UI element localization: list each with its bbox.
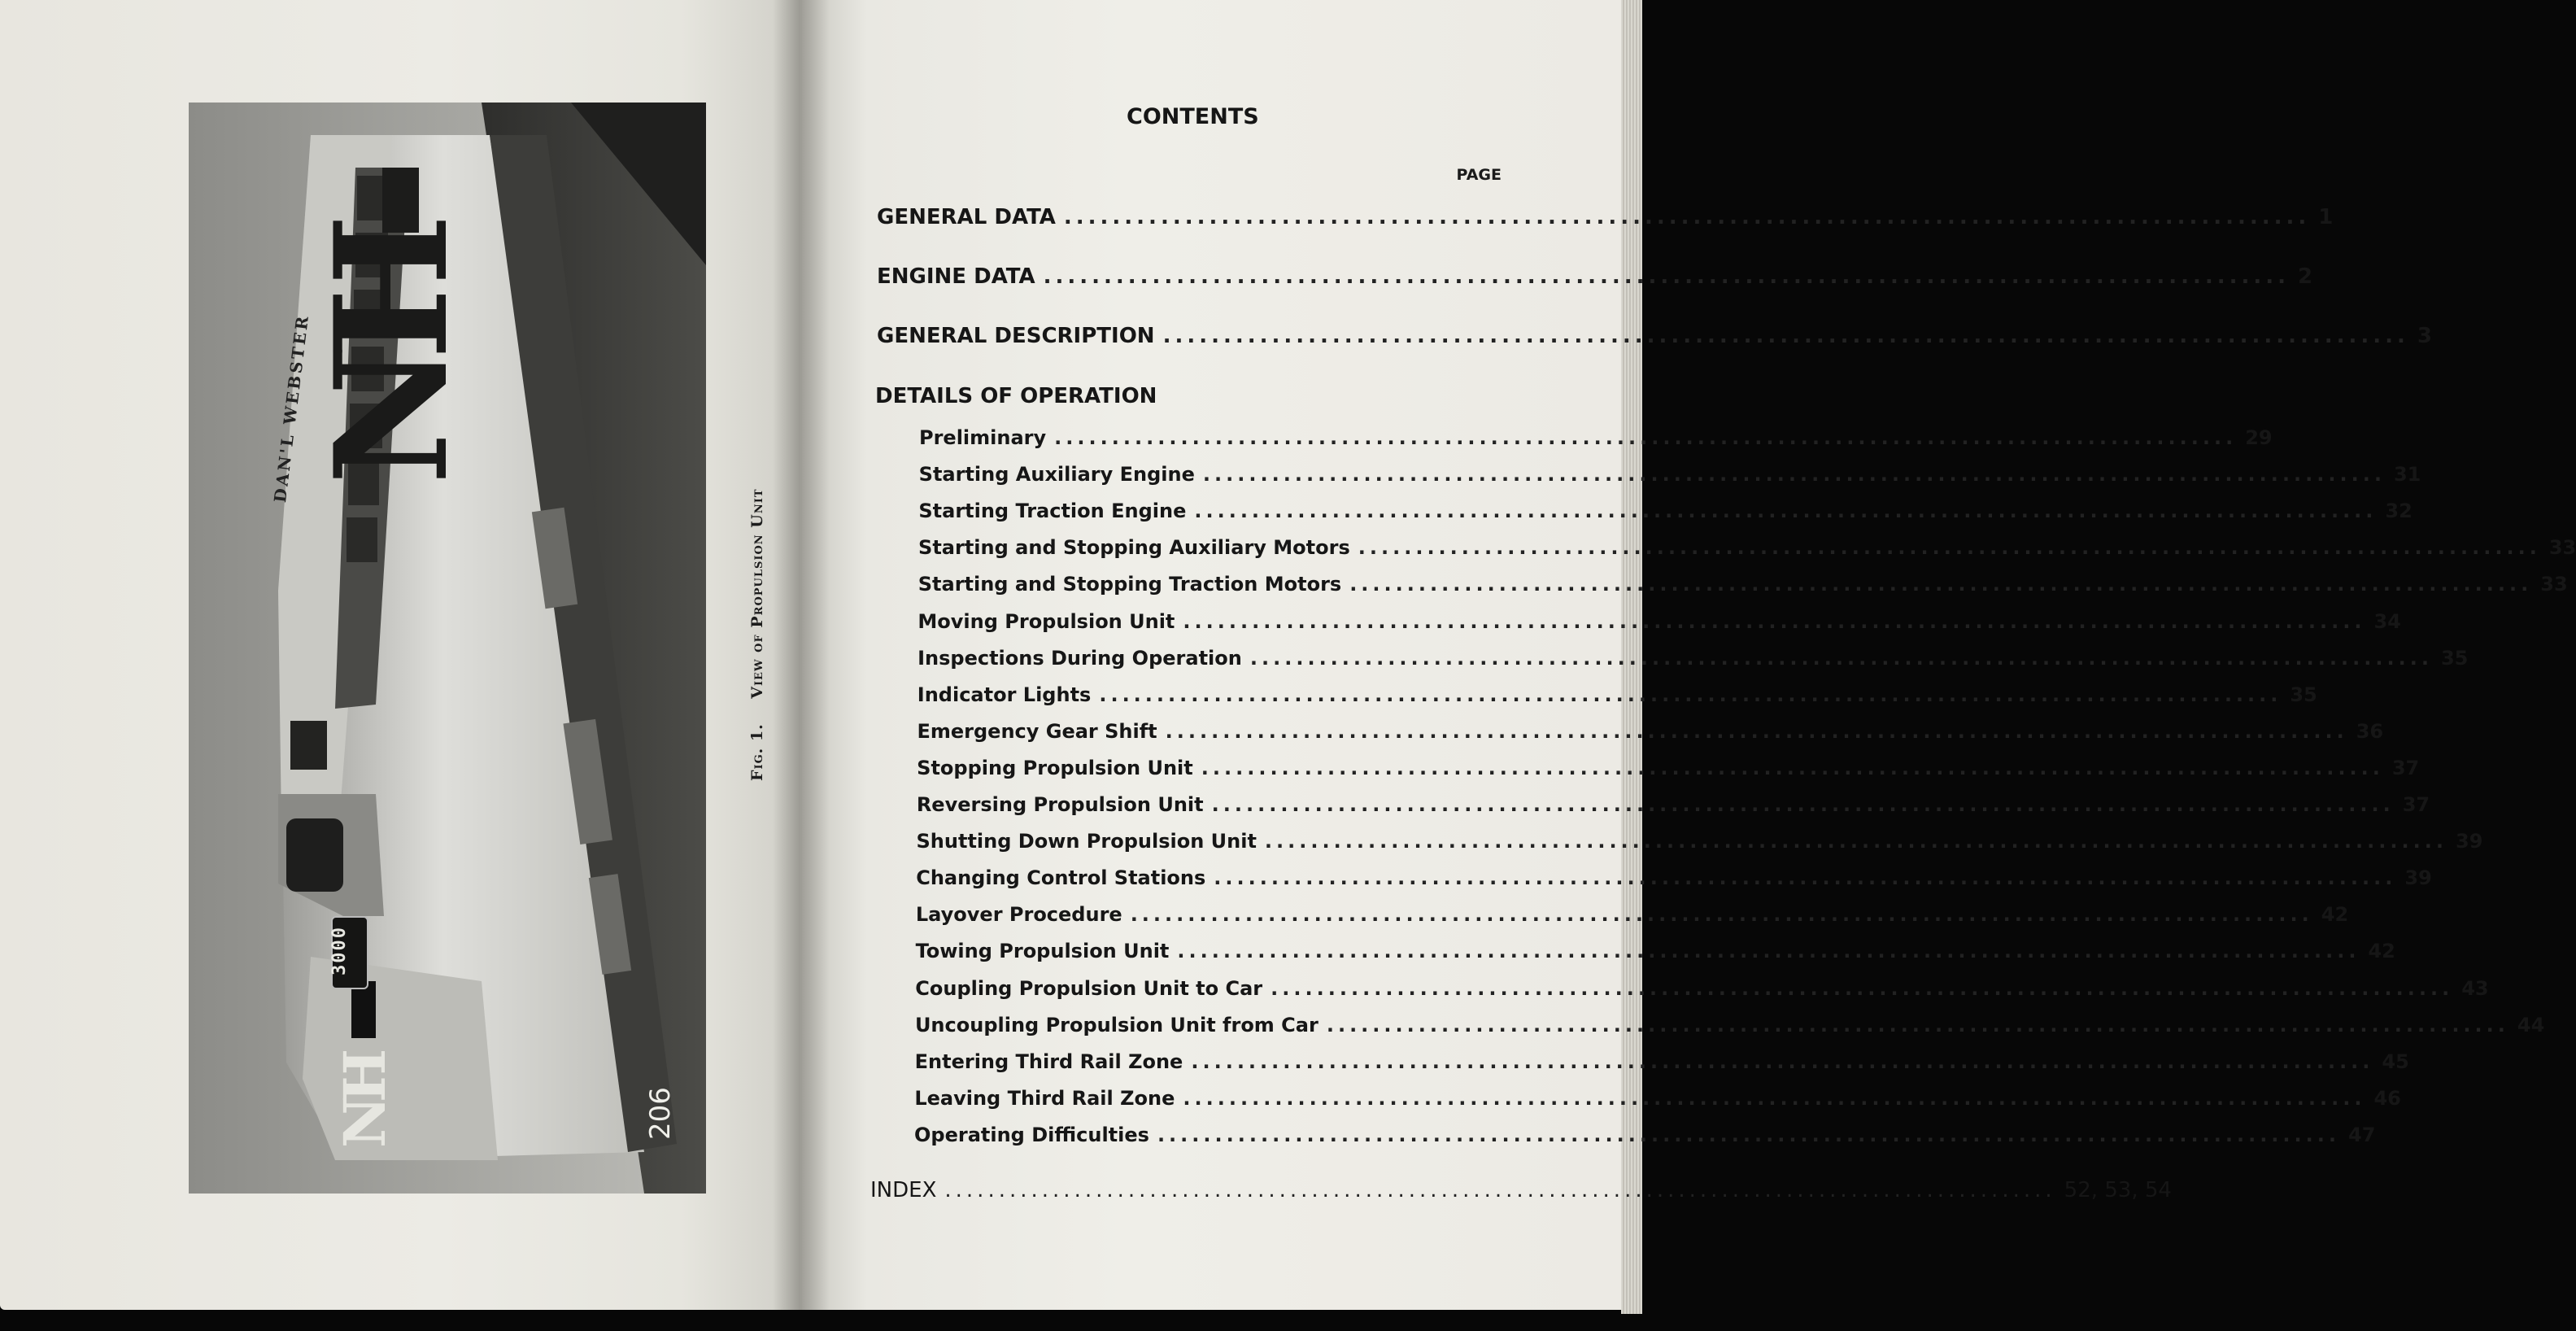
leader-dots: ....................................................................................................... xyxy=(1183,1086,2366,1110)
toc-entry-label: Reversing Propulsion Unit xyxy=(916,793,1204,816)
leader-dots: ....................................................................................................... xyxy=(1214,866,2397,890)
page-column-heading: PAGE xyxy=(1456,166,1502,184)
book-gutter xyxy=(773,0,830,1310)
toc-entry-label: Indicator Lights xyxy=(917,683,1092,706)
toc-entry-page: 39 xyxy=(2456,830,2483,853)
toc-entry-detail[interactable] xyxy=(917,719,2384,743)
leader-dots: ....................................................................................................... xyxy=(1162,324,2409,348)
toc-entry-detail[interactable] xyxy=(916,866,2432,890)
toc-entry-label: GENERAL DESCRIPTION xyxy=(877,324,1155,348)
toc-entry-page: 35 xyxy=(2290,683,2317,706)
leader-dots: ....................................................................................................... xyxy=(1157,1123,2341,1146)
toc-entry-detail[interactable] xyxy=(914,1050,2409,1073)
toc-entry-label: Shutting Down Propulsion Unit xyxy=(916,830,1257,853)
leader-dots: ....................................................................................................... xyxy=(1358,536,2541,560)
toc-entry-detail[interactable] xyxy=(914,1086,2401,1110)
toc-entry-engine-data[interactable] xyxy=(877,264,2313,289)
leader-dots: ....................................................................................................... xyxy=(1043,264,2290,289)
toc-entry-detail[interactable] xyxy=(915,976,2489,1000)
toc-entry-label: Towing Propulsion Unit xyxy=(915,940,1170,963)
toc-entry-detail[interactable] xyxy=(918,536,2576,560)
nh-logo-large xyxy=(315,379,551,485)
figure-caption-text: View of Propulsion Unit xyxy=(748,488,766,699)
toc-entry-page: 46 xyxy=(2373,1086,2401,1110)
toc-entry-detail[interactable] xyxy=(918,573,2568,596)
leader-dots: ....................................................................................................... xyxy=(1271,976,2454,1000)
toc-entry-page: 2 xyxy=(2297,264,2313,289)
figure-caption xyxy=(748,488,766,781)
toc-entry-detail[interactable] xyxy=(914,1123,2376,1146)
leader-dots: ....................................................................................................... xyxy=(1349,573,2533,596)
toc-entry-detail[interactable] xyxy=(917,756,2420,779)
toc-entry-page: 42 xyxy=(2321,903,2349,927)
figure-number: Fig. 1. xyxy=(748,723,766,781)
toc-entry-page: 42 xyxy=(2368,940,2395,963)
toc-entry-label: INDEX xyxy=(870,1178,937,1202)
toc-entry-label: Coupling Propulsion Unit to Car xyxy=(915,976,1263,1000)
details-heading-text: DETAILS OF OPERATION xyxy=(875,384,1157,408)
toc-entry-page: 32 xyxy=(2385,500,2413,523)
toc-entry-detail[interactable] xyxy=(916,830,2483,853)
leader-dots: ....................................................................................................... xyxy=(1191,1050,2374,1073)
toc-entry-detail[interactable] xyxy=(915,903,2349,927)
toc-entry-label: Layover Procedure xyxy=(915,903,1122,927)
toc-entry-detail[interactable] xyxy=(914,1013,2545,1036)
toc-entry-label: Entering Third Rail Zone xyxy=(914,1050,1183,1073)
toc-entry-page: 35 xyxy=(2440,646,2469,670)
unit-number-plate xyxy=(331,916,368,989)
leader-dots: ....................................................................................................... xyxy=(1202,463,2386,487)
leader-dots: ....................................................................................................... xyxy=(1177,940,2360,963)
propulsion-unit-photo xyxy=(189,103,706,1194)
toc-entry-label: Starting and Stopping Auxiliary Motors xyxy=(918,536,1350,560)
toc-entry-general-data[interactable] xyxy=(877,205,2334,229)
leader-dots: ....................................................................................................... xyxy=(1264,830,2447,853)
leader-dots: ....................................................................................................... xyxy=(1326,1013,2509,1036)
toc-entry-label: Starting Traction Engine xyxy=(918,500,1187,523)
toc-entry-page: 3 xyxy=(2417,324,2432,348)
leader-dots: ....................................................................................................... xyxy=(1099,683,2282,706)
toc-entry-label: Uncoupling Propulsion Unit from Car xyxy=(914,1013,1319,1036)
toc-entry-label: Starting and Stopping Traction Motors xyxy=(918,573,1342,596)
leader-dots: ....................................................................................................... xyxy=(1201,756,2384,779)
leader-dots: ....................................................................................................... xyxy=(1194,500,2378,523)
unit-number-text: 3000 xyxy=(329,926,350,975)
toc-entry-page: 33 xyxy=(2548,536,2576,560)
toc-entry-label: GENERAL DATA xyxy=(877,205,1056,229)
toc-entry-detail[interactable] xyxy=(915,940,2395,963)
toc-entry-detail[interactable] xyxy=(916,793,2430,816)
leader-dots: ....................................................................................................... xyxy=(1165,719,2348,743)
toc-entry-page: 37 xyxy=(2391,756,2420,779)
toc-entry-label: Preliminary xyxy=(919,426,1047,449)
car-name-text: DAN'L WEBSTER xyxy=(270,312,313,504)
toc-entry-page: 39 xyxy=(2404,866,2432,890)
nh-logo-nose-text: NH xyxy=(331,1054,399,1148)
nh-logo-text xyxy=(315,379,469,485)
leader-dots: ....................................................................................................... xyxy=(1054,426,2238,449)
toc-entry-page: 36 xyxy=(2356,719,2384,743)
leader-dots: ....................................................................................................... xyxy=(1130,903,2313,927)
toc-entry-page: 29 xyxy=(2245,426,2273,449)
leader-dots: ....................................................................................................... xyxy=(1183,609,2366,633)
toc-entry-index[interactable] xyxy=(870,1178,2172,1202)
nh-logo-nose xyxy=(331,1055,399,1148)
toc-entry-page: 52, 53, 54 xyxy=(2064,1178,2172,1202)
toc-entry-detail[interactable] xyxy=(917,683,2317,706)
toc-entry-label: Operating Difficulties xyxy=(914,1123,1149,1146)
leader-dots: ....................................................................................................... xyxy=(1063,205,2311,229)
toc-entry-label: Emergency Gear Shift xyxy=(917,719,1157,743)
toc-entry-label: Stopping Propulsion Unit xyxy=(917,756,1193,779)
toc-entry-page: 1 xyxy=(2318,205,2334,229)
toc-entry-page: 33 xyxy=(2540,573,2568,596)
toc-entry-page: 47 xyxy=(2348,1123,2376,1146)
toc-entry-page: 31 xyxy=(2393,463,2421,487)
details-of-operation-heading xyxy=(875,384,1157,408)
toc-entry-detail[interactable] xyxy=(918,609,2401,633)
toc-entry-label: Moving Propulsion Unit xyxy=(918,609,1175,633)
toc-entry-detail[interactable] xyxy=(919,426,2273,449)
leader-dots: ....................................................................................................... xyxy=(1211,793,2395,816)
toc-entry-label: ENGINE DATA xyxy=(877,264,1035,289)
contents-title: CONTENTS xyxy=(1127,104,1259,129)
toc-entry-general-description[interactable] xyxy=(877,324,2432,348)
toc-entry-page: 45 xyxy=(2382,1050,2409,1073)
toc-entry-label: Starting Auxiliary Engine xyxy=(918,463,1195,487)
toc-entry-page: 44 xyxy=(2517,1013,2545,1036)
toc-entry-page: 37 xyxy=(2402,793,2430,816)
leader-dots: ....................................................................................................... xyxy=(1249,646,2433,670)
toc-entry-label: Inspections During Operation xyxy=(918,646,1242,670)
frame-number xyxy=(644,1087,677,1140)
toc-entry-page: 43 xyxy=(2461,976,2489,1000)
frame-number-text: 206 xyxy=(644,1087,677,1140)
leader-dots: ....................................................................................................... xyxy=(944,1178,2056,1202)
toc-entry-detail[interactable] xyxy=(918,500,2413,523)
toc-entry-page: 34 xyxy=(2373,609,2401,633)
toc-entry-label: Changing Control Stations xyxy=(916,866,1206,890)
toc-entry-label: Leaving Third Rail Zone xyxy=(914,1086,1175,1110)
toc-entry-detail[interactable] xyxy=(918,646,2469,670)
toc-entry-detail[interactable] xyxy=(918,463,2421,487)
